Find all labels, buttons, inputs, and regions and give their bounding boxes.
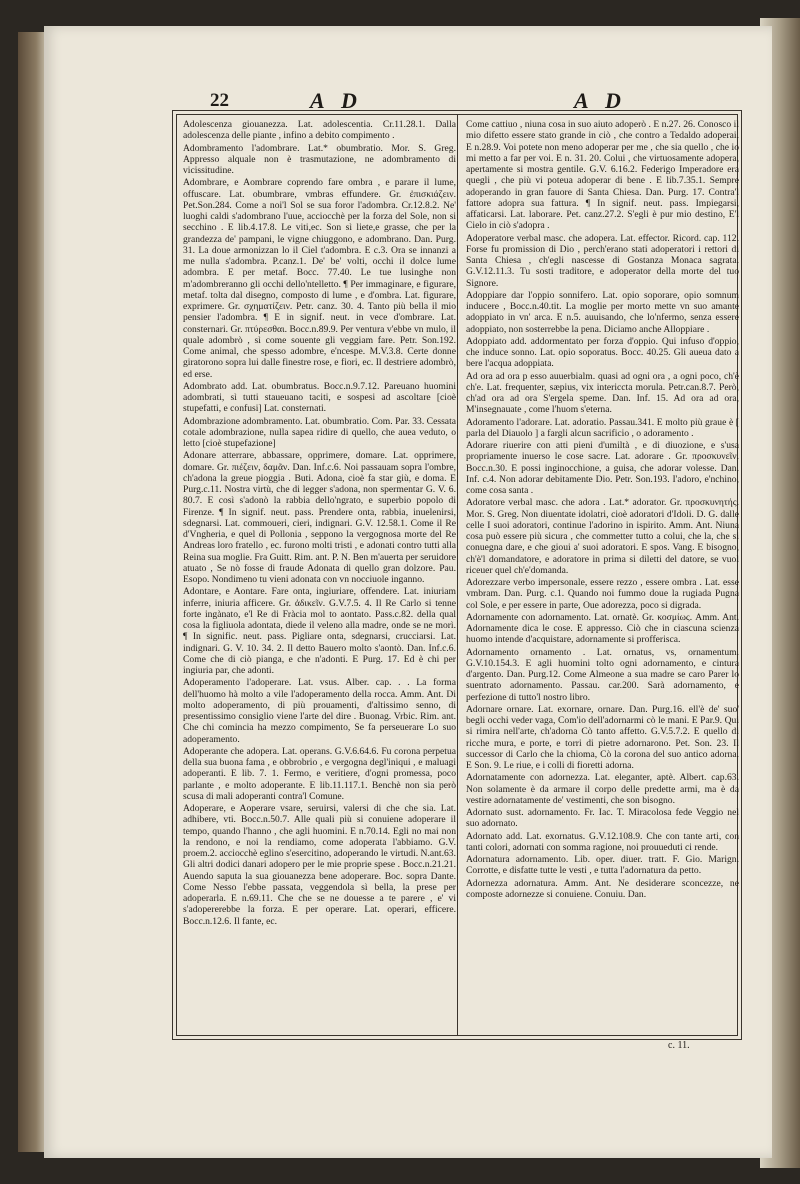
dictionary-entry: Adornato sust. adornamento. Fr. Iac. T. Miracolosa fede Veggio nel suo adornato.	[466, 807, 739, 830]
dictionary-entry: Adorezzare verbo impersonale, essere rezzo , essere ombra . Lat. esse vmbram. Dan. Purg. c.1. Quando noi fummo doue la rugiada Pugna col Sole, e per essere in parte, Oue adorezza, poco si digrada.	[466, 577, 739, 611]
dictionary-entry: Adornezza adornatura. Amm. Ant. Ne desiderare sconcezze, ne composte adornezze si conuiene. Conuiu. Dan.	[466, 877, 739, 900]
dictionary-entry: Adoperamento l'adoperare. Lat. vsus. Alber. cap. . . La forma dell'huomo hà molto a vile l'adoperamento della rocca. Amm. Ant. Di molto adoperamento, di più prouamenti, d'altissimo senno, di presentissimo consiglio viene l'arte del dire . Buonag. Vrbic. Rim. ant. Che chi comincia ha mezzo compimento, Se fa perseuerare Lo suo adoperamento.	[183, 677, 456, 745]
dictionary-entry: Adoppiare dar l'oppio sonnifero. Lat. opio soporare, opio somnum inducere , Bocc.n.40.tit. La moglie per morto mette vn suo amante adoppiato in vn' arca. E n.5. auuisando, che lo'nfermo, senza essere adoppiato, non sosterrebbe la pena. Diciamo anche Alloppiare .	[466, 289, 739, 335]
page-header	[210, 90, 740, 112]
dictionary-entry: Adoppiato add. addormentato per forza d'oppio. Qui infuso d'oppio, che induce sonno. Lat. opio soporatus. Bocc. 40.25. Gli aueua dato a bere l'acqua adoppiata.	[466, 335, 739, 370]
running-head-left: A D	[310, 88, 363, 113]
right-column	[466, 119, 739, 1033]
dictionary-entry: Adoratore verbal masc. che adora . Lat.* adorator. Gr. προσκυνητής. Mor. S. Greg. Non diuentate idolatri, cioè adoratori d'Idoli. D. G. dalle celle I suoi adoratori, continue l'adorino in ispirito. Amm. Ant. Niuna cosa può essere più sicura , che commetter tutto a colui, che la, che si conuegna dare, e che gioui a' suoi adoratori. E spos. Vang. E bisogno, ch'è'l domandatore, e adoratore in prima si diletti del datore, se vuol riceuer quel ch'e'domanda.	[466, 497, 739, 576]
dictionary-entry: Adombramento l'adombrare. Lat.* obumbratio. Mor. S. Greg. Appresso alquale non è trasmutazione, ne adombramento di vicissitudine.	[183, 142, 456, 176]
dictionary-entry: Adombrare, e Aombrare coprendo fare ombra , e parare il lume, offuscare. Lat. obumbrare, vmbras effundere. Gr. ἐπισκιάζειν. Pet.Son.284. Come a noi'l Sol se sua foror l'adombra. Cr.12.8.2. Ne' luoghi caldi s'adombrano l'uue, acciocchè per la forza del Sole, non si secchino . E lib.4.17.8. Le viti,ec. Son sì liete,e grasse, che per la grandezza de' pampani, le vigne chiuggono, e adombrano. Dan. Purg. 31. La doue armonizzan lo il Ciel t'adombra. E c.3. Ora se innanzi a me nulla s'adombra. P.canz.1. De' be' volti, occhi il dolce lume adombra. E per metaf. Bocc. 77.40. Le tue lusinghe non m'adombreranno gli occhi dello'ntelletto. ¶ Per immaginare, e figurare, metaf. tolta dal disegno, composto di lume , e d'ombra. Lat. figurare, exprimere. Gr. σχηματίζειν. Petr. canz. 30. 4. Tanto più bella il mio pensier l'adombra. ¶ E in signif. neut. in vece d'ombrare. Lat. consternari. Gr. πτύρεσθαι. Bocc.n.89.9. Per ventura v'ebbe vn mulo, il quale adombrò , sì come souente gli veggiam fare. Petr. Son.192. Come animal, che spesso adombre, e'ncespe. M.V.3.8. Certe donne giratorono sopra lui dalle finestre rose, e fiori, ec. Il destriere adombrò, ed erse.	[183, 177, 456, 380]
dictionary-entry: Adoperante che adopera. Lat. operans. G.V.6.64.6. Fu corona perpetua della sua buona fama , e obbrobrio , e vergogna degl'iniqui , e maluagi adoperanti. E lib. 7. 1. Fermo, e veritiere, d'ogni promessa, poco parlante , e molto adoperante. E lib.11.117.1. Benchè non sia però scusa di mali adoperanti contra'l Comune.	[183, 745, 456, 802]
dictionary-entry: Adornare ornare. Lat. exornare, ornare. Dan. Purg.16. ell'è de' suo' begli occhi veder vaga, Com'io dell'adornarmi cò le mani. E Par.9. Qui si rimira nell'arte, ch'adorna Cò tanto affetto. G.V.5.7.2. E quello di ricche mura, e porte, e torri di pietre adornarono. Pet. Son. 23. Il successor di Carlo che la chioma, Cò la corona del suo antico adorna. E Son. 9. Le riue, e i colli di fioretti adorna.	[466, 703, 739, 771]
dictionary-entry: Adombrazione adombramento. Lat. obumbratio. Com. Par. 33. Cessata cotale adombrazione, nulla sapea ridire di quello, che auea veduto, o letto [cioè stupefazione]	[183, 415, 456, 449]
text-frame	[172, 110, 742, 1040]
page-number: 22	[210, 90, 229, 111]
dictionary-entry: Adombrato add. Lat. obumbratus. Bocc.n.9.7.12. Pareuano huomini adombrati, sì tutti staueuano taciti, e sospesi ad ascoltare [cioè stupefatti, e confusi] Lat. consternati.	[183, 380, 456, 415]
dictionary-entry: Adoperatore verbal masc. che adopera. Lat. effector. Ricord. cap. 112. Forse fu promission di Dio , perch'erano stati adoperatori i rettori di Santa Chiesa , ch'egli nascesse di Gostanza Monaca sagrata. G.V.12.11.3. Tu sosti traditore, e adoperator della morte del tuo Signore.	[466, 232, 739, 289]
dictionary-entry: Come cattiuo , niuna cosa in suo aiuto adoperò . E n.27. 26. Conosco il mio difetto essere stato grande in ciò , che contro a Tedaldo adoperai. E n.28.9. Voi potete non meno adoperar per me , che sia quello , che io mi metto a far per voi. E n. 31. 20. Colui , che virtuosamente adopera, apertamente si mostra gentile. G.V. 6.16.2. Federigo Imperadore era quegli , che più vi poteua adoperar di bene . E lib.7.35.1. Sempre adoperando in gran fauore di Santa Chiesa. Dan. Purg. 17. Contra'l fattore adopra sua fattura. ¶ In signif. neut. pass. Impiegarsi, affaticarsi. Lat. laborare. Pet. canz.27.2. S'egli è pur mio destino, E'l Cielo in ciò s'adopra .	[466, 119, 739, 232]
dictionary-entry: Adontare, e Aontare. Fare onta, ingiuriare, offendere. Lat. iniuriam inferre, iniuria afficere. Gr. ἀδικεῖν. G.V.7.5. 4. Il Re Carlo si tenne forte ingànato, e'l Re di Fràcia mol to aontato. Pass.c.82. della qual cosa la figliuola adontata, diede il veleno alla madre, onde se ne morì. ¶ In signific. neut. pass. Pigliare onta, sdegnarsi, crucciarsi. Lat. indignari. G. V. 10. 34. 2. Il detto Bauero molto s'aontò. Dan. Inf.c.6. Come che di ciò pianga, e che n'adonti. E Purg. 17. Ed è chi per ingiuria par, che adonti.	[183, 586, 456, 676]
dictionary-entry: Adornatura adornamento. Lib. oper. diuer. tratt. F. Gio. Marign. Corrotte, e disfatte tutte le vesti , e tutta l'adornatura da petto.	[466, 854, 739, 877]
dictionary-entry: Adoramento l'adorare. Lat. adoratio. Passau.341. E molto più graue è [ parla del Diauolo ] a fargli alcun sacrificio , o adoramento .	[466, 416, 739, 439]
dictionary-entry: Adorare riuerire con atti pieni d'umiltà , e di diuozione, e s'usa propriamente inuerso le cose sacre. Lat. adorare . Gr. προσκυνεῖν. Bocc.n.30. E possi inginocchione, a guisa, che adorar volesse. Dan. Inf. c.4. Non adorar debitamente Dio. Petr. Son.193. I'adoro, e'nchino, come cosa santa .	[466, 440, 739, 496]
dictionary-entry: Adolescenza giouanezza. Lat. adolescentia. Cr.11.28.1. Dalla adolescenza delle piante , infino a debito compimento .	[183, 119, 456, 142]
left-column	[183, 119, 456, 1033]
dictionary-entry: Adoperare, e Aoperare vsare, seruirsi, valersi di che che sia. Lat. adhibere, vti. Bocc.n.50.7. Alle quali più si conuiene adoperare il tempo, quando l'hanno , che agli huomini. E n.70.14. Egli no mai non la rendono, e noi la rendiamo, come adoperata l'abbiamo. G.V. proem.2. acciocchè eglino s'esercitino, adoperando le virtudi. N.ant.63. Gli altri dodici danari adopero per le mie proprie spese . Bocc.n.21.21. Auendo saputa la sua giouanezza bene adoperare. Boc. sopra Dante. Come Nesso l'ebbe passata, veggendola sì bella, la prese per adoperarla. E n.69.11. Che che se ne douesse a te parere , e' vi s'adopererebbe la forza. E per operare. Lat. operari, efficere. Bocc.n.12.6. Il fante, ec.	[183, 803, 456, 927]
dictionary-entry: Adornatamente con adornezza. Lat. eleganter, aptè. Albert. cap.63. Non solamente è da armare il corpo delle predette armi, ma è da vestire adornatamente de' vestimenti, che son bisogno.	[466, 772, 739, 806]
dictionary-entry: Adornato add. Lat. exornatus. G.V.12.108.9. Che con tante arti, con tanti colori, adornati con somma ragione, noi prouueduti ci rende.	[466, 830, 739, 853]
dictionary-entry: Adonare atterrare, abbassare, opprimere, domare. Lat. opprimere, domare. Gr. πιέζειν, δαμᾶν. Dan. Inf.c.6. Noi passauam sopra l'ombre, ch'adona la greue pioggia . Buti. Adona, cioè fa star giù, e doma. E Purg.c.11. Nostra virtù, che di legger s'adona, non spermentar G. V. 6. 80.7. E così s'adonò la rabbia dello'ngrato, e superbio popolo di Firenze. ¶ In signif. neut. pass. Prendere onta, rabbia, inuelenirsi, sdegnarsi. Lat. commoueri, cieri, indignari. G.V. 12.58.1. Come il Re d'Vngheria, e quel di Pollonia , seppono la vergognosa morte del Re Andreas loro fratello , ec. furono molti tristi , e adonati contro tutti alla Reina sua moglie. Fra Guitt. Rim. ant. P. N. Ben m'auerta per seruidore atuato , Se nò fosse di fraude Adonata di quello gran dolzore. Pau. Esopo. Nondimeno tu vieni adonata con vn nocciuole inganno.	[183, 450, 456, 585]
column-divider	[457, 114, 458, 1036]
catchword: c. 11.	[668, 1040, 690, 1051]
dictionary-entry: Ad ora ad ora p esso auuerbialm. quasi ad ogni ora , a ogni poco, ch'è ch'e. Lat. frequenter, sæpius, vix intericcta morula. Petr.can.8.7. Però, ch'ad ora ad ora S'ergela speme. Dan. Inf. 15. Ad ora ad ora, M'insegnauate , come l'huom s'eterna.	[466, 370, 739, 416]
dictionary-entry: Adornamento ornamento . Lat. ornatus, vs, ornamentum. G.V.10.154.3. E agli huomini tolto ogni adornamento, e cintura d'argento. Dan. Purg.12. Come Almeone a sua madre se caro Parer lo suentrato adornamento. Passau. car.200. Sarà adornamento, e perfezione di tutto'l nostro libro.	[466, 646, 739, 703]
running-head-right: A D	[574, 88, 627, 113]
dictionary-entry: Adornamente con adornamento. Lat. ornatè. Gr. κοσμίως. Amm. Ant. Adornamente dica le cose. E appresso. Ciò che in ciascuna scienza huomo intende d'acquistare, adornamente si profferisca.	[466, 611, 739, 646]
